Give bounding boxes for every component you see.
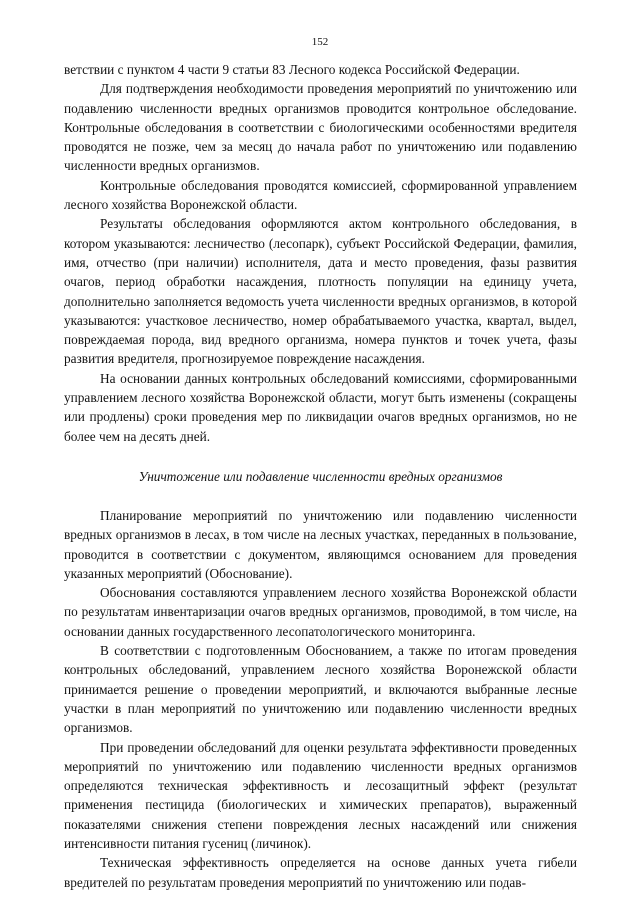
paragraph: ветствии с пунктом 4 части 9 статьи 83 Лесного кодекса Российской Федерации.	[64, 62, 520, 77]
section-heading: Уничтожение или подавление численности вредных организмов	[138, 468, 503, 484]
paragraph: Для подтверждения необходимости проведения мероприятий по уничтожению или подавлению численности вредных организмов проводится контрольное обследование. Контрольные обследования в соответствии с биологическими особенностями вредителя проводятся не позже, чем за месяц до начала работ по уничтожению или подавлению численности вредных организмов.	[64, 81, 577, 174]
paragraph: Контрольные обследования проводятся комиссией, сформированной управлением лесного хозяйства Воронежской области.	[64, 177, 577, 213]
paragraph: Техническая эффективность определяется на основе данных учета гибели вредителей по результатам проведения мероприятий по уничтожению или подав-	[64, 855, 577, 890]
paragraph: Планирование мероприятий по уничтожению или подавлению численности вредных организмов в лесах, в том числе на лесных участках, переданных в пользование, проводится в соответствии с документом, являющимся основанием для проведения указанных мероприятий (Обоснование).	[64, 507, 577, 581]
page-number: 152	[311, 36, 329, 48]
section-pest-control	[64, 467, 577, 892]
section-control-surveys	[64, 60, 577, 446]
paragraph: При проведении обследований для оценки результата эффективности проведенных мероприятий по уничтожению или подавлению численности вредных организмов определяются техническая эффективность и лесозащитный эффект (результат применения пестицида (биологических и химических препаратов), выраженный показателями снижения степени повреждения лесных насаждений или снижения интенсивности питания гусениц (личинок).	[64, 739, 577, 851]
paragraph: Обоснования составляются управлением лесного хозяйства Воронежской области по результатам инвентаризации очагов вредных организмов, проводимой, в том числе, на основании данных государственного лесопатологического мониторинга.	[64, 585, 577, 639]
paragraph: Результаты обследования оформляются актом контрольного обследования, в котором указываются: лесничество (лесопарк), субъект Российской Федерации, фамилия, имя, отчество (при наличии) исполнителя, дата и место проведения, фазы развития очагов, период обработки насаждения, плотность популяции на единицу учета, дополнительно заполняется ведомость учета численности вредных организмов, в которой указываются: участковое лесничество, номер обрабатываемого участка, квартал, выдел, повреждаемая порода, вид вредного организма, номера пунктов и точек учета, фазы развития вредителя, прогнозируемое повреждение насаждения.	[64, 216, 577, 367]
paragraph: На основании данных контрольных обследований комиссиями, сформированными управлением лесного хозяйства Воронежской области, могут быть изменены (сокращены или продлены) сроки проведения мер по ликвидации очагов вредных организмов, но не более чем на десять дней.	[64, 370, 577, 444]
document-body	[64, 60, 577, 892]
paragraph: В соответствии с подготовленным Обоснованием, а также по итогам проведения контрольных обследований, управлением лесного хозяйства Воронежской области принимается решение о проведении мероприятий, и включаются выбранные лесные участки в план мероприятий по уничтожению или подавлению численности вредных организмов.	[64, 643, 577, 736]
